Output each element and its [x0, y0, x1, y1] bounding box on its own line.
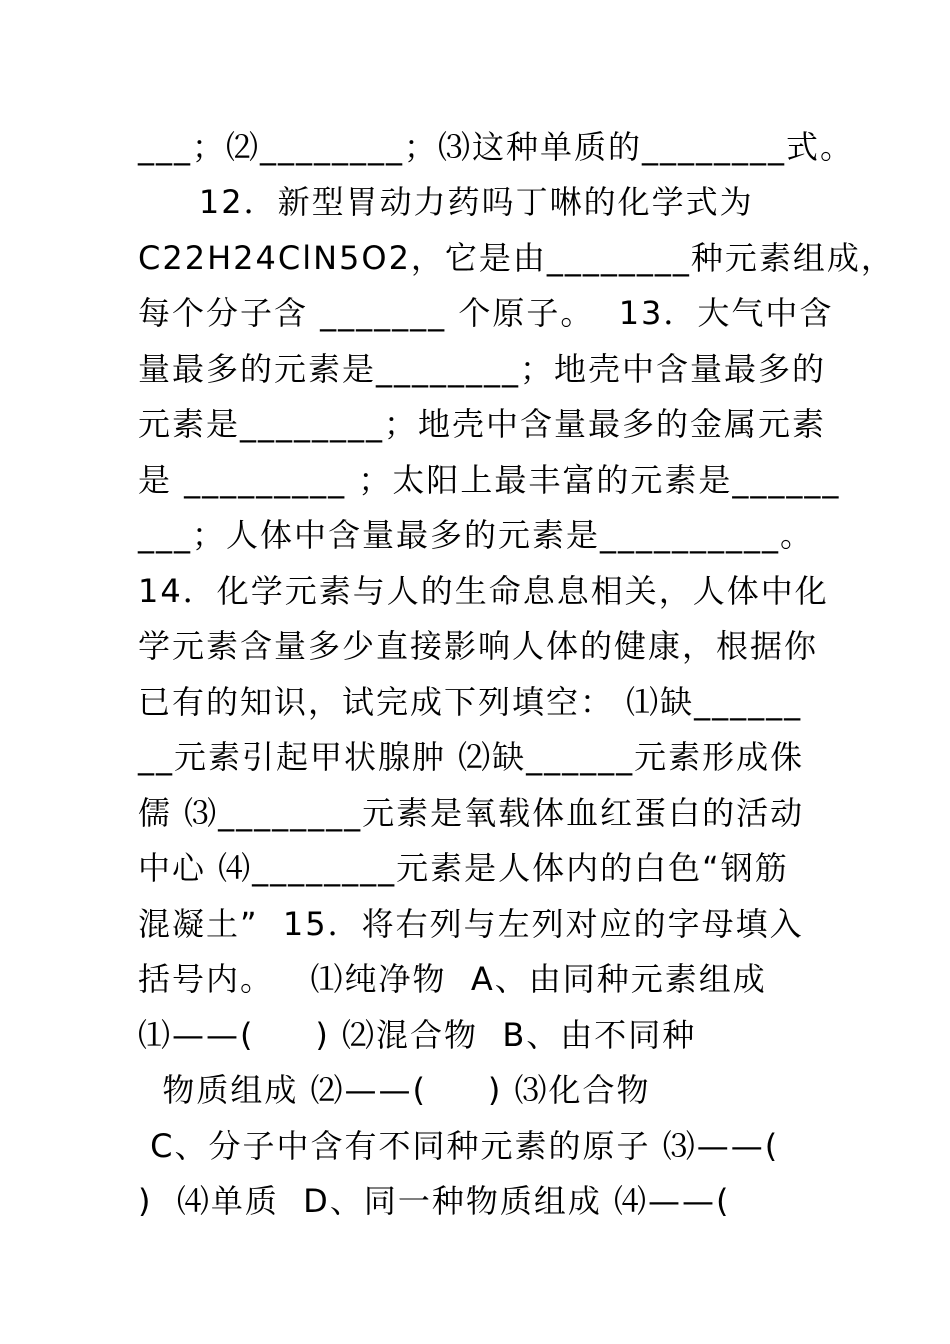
text-line-7: 是 _________ ；太阳上最丰富的元素是______ [138, 461, 841, 499]
text-line-11: 已有的知识，试完成下列填空： ⑴缺______ [138, 683, 803, 721]
text-line-5: 量最多的元素是________；地壳中含量最多的 [138, 350, 827, 388]
text-line-3: C22H24ClN5O2，它是由________种元素组成， [138, 239, 895, 277]
text-line-14: 中心 ⑷________元素是人体内的白色“钢筋 [138, 849, 789, 887]
text-line-16: 括号内。 ⑴纯净物 A、由同种元素组成 [138, 960, 767, 998]
text-line-13: 儒 ⑶________元素是氧载体血红蛋白的活动 [138, 794, 805, 832]
text-line-9: 14．化学元素与人的生命息息相关，人体中化 [138, 572, 829, 610]
text-line-2: 12．新型胃动力药吗丁啉的化学式为 [138, 183, 754, 221]
text-line-12: __元素引起甲状腺肿 ⑵缺______元素形成侏 [138, 738, 805, 776]
text-line-19: C、分子中含有不同种元素的原子 ⑶——( [138, 1127, 780, 1165]
text-line-1: ___；⑵________；⑶这种单质的________式。 [138, 128, 855, 166]
text-line-10: 学元素含量多少直接影响人体的健康，根据你 [138, 627, 819, 665]
text-line-6: 元素是________；地壳中含量最多的金属元素 [138, 405, 827, 443]
text-line-15: 混凝土” 15．将右列与左列对应的字母填入 [138, 905, 804, 943]
text-line-8: ___；人体中含量最多的元素是__________。 [138, 516, 815, 554]
text-line-20: ) ⑷单质 D、同一种物质组成 ⑷——( [138, 1182, 731, 1220]
text-line-17: ⑴——( ) ⑵混合物 B、由不同种 [138, 1016, 697, 1054]
text-line-4: 每个分子含 _______ 个原子。 13．大气中含 [138, 294, 834, 332]
text-line-18: 物质组成 ⑵——( ) ⑶化合物 [138, 1071, 651, 1109]
